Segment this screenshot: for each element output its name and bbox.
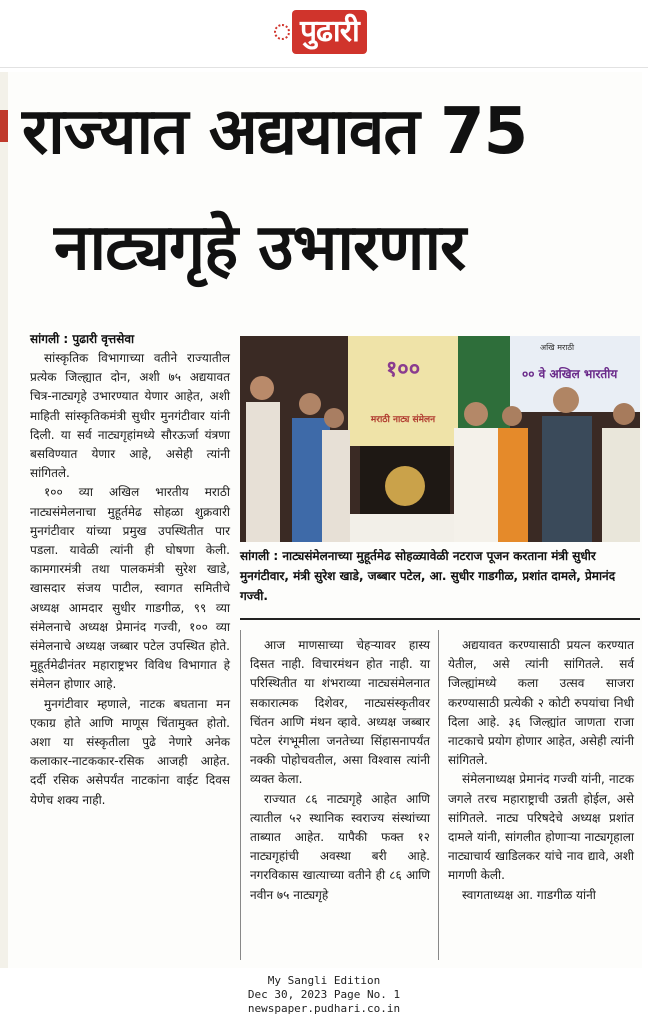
edition-name: My Sangli Edition [267, 974, 381, 987]
headline-line-2: नाट्यगृहे उभारणार [54, 211, 466, 285]
masthead [0, 0, 648, 68]
column-divider [240, 630, 241, 960]
byline: सांगली : पुढारी वृत्तसेवा [30, 332, 135, 346]
caption-divider [240, 618, 640, 620]
edition-site[interactable]: newspaper.pudhari.co.in [247, 1002, 401, 1015]
paragraph: आज माणसाच्या चेहऱ्यावर हास्य दिसत नाही. विचारमंथन होत नाही. या परिस्थितीत या शंभराव्या नाट्यसंमेलनात सकारात्मक दिशेवर, नाट्यसंस्कृतीवर चिंतन आणि मंथन व्हावे. अध्यक्ष जब्बार पटेल रंगभूमीला जनतेच्या सिंहासनापर्यंत नक्की पोहोचवतील, असा विश्वास त्यांनी व्यक्त केला. [250, 638, 430, 787]
edition-date-page: Dec 30, 2023 Page No. 1 [247, 988, 401, 1001]
edge-marker [0, 110, 8, 142]
paragraph: अद्ययावत करण्यासाठी प्रयत्न करण्यात येतील, असे त्यांनी सांगितले. सर्व जिल्ह्यांमध्ये कला उत्सव साजरा करण्यासाठी प्रत्येकी २ कोटी रुपयांचा निधी दिला आहे. ३६ जिल्ह्यांत जाणता राजा नाटकाचे प्रयोग होणार आहेत, असेही त्यांनी सांगितले. [448, 638, 634, 768]
article-column-2 [250, 636, 430, 905]
article-column-3 [448, 636, 634, 905]
edition-footer [0, 974, 648, 1016]
logo-text: पुढारी [292, 10, 367, 54]
headline-line-1: राज्यात अद्ययावत 75 [22, 95, 528, 169]
pudhari-logo[interactable] [274, 8, 367, 56]
paragraph: सांस्कृतिक विभागाच्या वतीने राज्यातील प्रत्येक जिल्ह्यात दोन, अशी ७५ अद्ययावत चित्र-नाट्यगृहे उभारण्यात येणार आहेत, अशी माहिती सांस्कृतिकमंत्री सुधीर मुनगंटीवार यांनी दिली. या सर्व नाट्यगृहांमध्ये सौरऊर्जा यंत्रणा बसविण्यात येणार आहे, असेही त्यांनी सांगितले. [30, 351, 230, 481]
sun-icon [274, 24, 290, 40]
event-photo[interactable] [240, 336, 640, 542]
paragraph: १०० व्या अखिल भारतीय मराठी नाट्यसंमेलनाचा मुहूर्तमेढ सोहळा शुक्रवारी मुनगंटीवार यांच्या प्रमुख उपस्थितीत पार पडला. यावेळी त्यांनी ही घोषणा केली. कामगारमंत्री तथा पालकमंत्री सुरेश खाडे, खासदार संजय पाटील, स्वागत समितीचे अध्यक्ष आमदार सुधीर गाडगीळ, ९९ व्या संमेलनाचे अध्यक्ष प्रेमानंद गज्वी, १०० व्या संमेलनाचे अध्यक्ष जब्बार पटेल उपस्थित होते. मुहूर्तमेढीनंतर महाराष्ट्रभर विविध विभागात हे संमेलन होणार आहे. [30, 485, 230, 692]
paragraph: राज्यात ८६ नाट्यगृहे आहेत आणि त्यातील ५२ स्थानिक स्वराज्य संस्थांच्या ताब्यात आहेत. यापैकी फक्त १२ नाट्यगृहांची अवस्था बरी आहे. नगरविकास खात्याच्या वतीने ही ८६ आणि नवीन ७५ नाट्यगृहे [250, 791, 430, 902]
banner-left-text: मराठी नाट्य संमेलन [370, 415, 436, 425]
banner-top-text: अखि मराठी [540, 343, 575, 352]
page-edge-strip [0, 72, 8, 968]
banner-number: १०० [385, 357, 421, 382]
photo-caption: सांगली : नाट्यसंमेलनाच्या मुहूर्तमेढ सोहळ्यावेळी नटराज पूजन करताना मंत्री सुधीर मुनगंटीवार, मंत्री सुरेश खाडे, जब्बार पटेल, आ. सुधीर गाडगीळ, प्रशांत दामले, प्रेमानंद गज्वी. [240, 549, 616, 603]
paragraph: स्वागताध्यक्ष आ. गाडगीळ यांनी [462, 887, 596, 902]
paragraph: संमेलनाध्यक्ष प्रेमानंद गज्वी यांनी, नाटक जगले तरच महाराष्ट्राची उन्नती होईल, असे सांगितले. नाट्य परिषदेचे अध्यक्ष प्रशांत दामले यांनी, सांगलीत होणाऱ्या नाट्यगृहाला नाट्याचार्य खाडिलकर यांचे नाव द्यावे, अशी मागणी केली. [448, 772, 634, 883]
event-photo-illustration [240, 336, 640, 542]
article-column-1 [30, 349, 230, 810]
paragraph: मुनगंटीवार म्हणाले, नाटक बघताना मन एकाग्र होते आणि माणूस चिंतामुक्त होतो. अशा या संस्कृतीला पुढे नेणारे अनेक कलाकार-नाटककार-रसिक आजही आहेत. दर्दी रसिक असेपर्यंत नाटकांना वाईट दिवस येणेच शक्य नाही. [30, 696, 230, 807]
banner-right-text: ०० वे अखिल भारतीय [522, 367, 618, 381]
column-divider [438, 630, 439, 960]
